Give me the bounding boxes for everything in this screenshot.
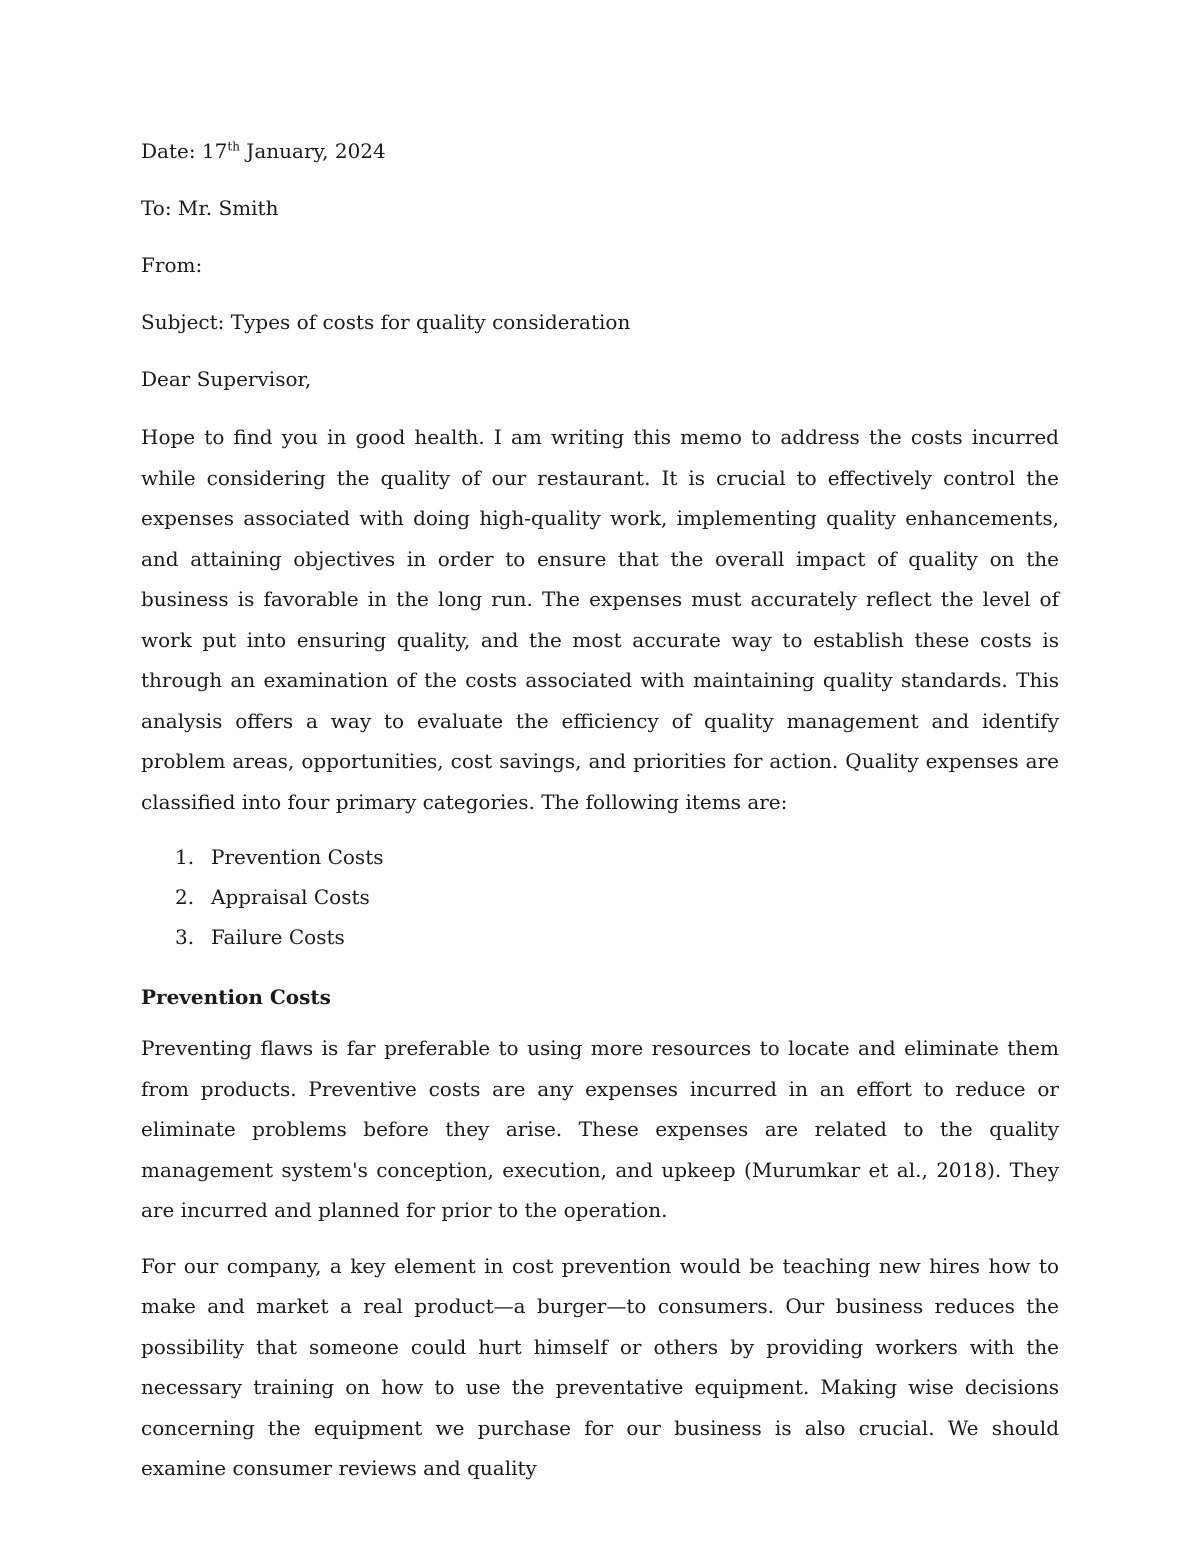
memo-date-ordinal: th <box>227 139 240 154</box>
memo-content <box>141 138 1059 1504</box>
list-item-number: 3. <box>175 925 195 949</box>
memo-subject: Subject: Types of costs for quality consideration <box>141 310 631 334</box>
prevention-paragraph-2: For our company, a key element in cost prevention would be teaching new hires how to make and market a real product—a burger—to consumers. Our business reduces the possibility that someone could hurt himself or others by providing workers with the necessary training on how to use the preventative equipment. Making wise decisions concerning the equipment we purchase for our business is also crucial. We should examine consumer reviews and quality <box>141 1253 1059 1480</box>
list-item-text: Failure Costs <box>211 925 345 949</box>
memo-date-suffix: January, 2024 <box>239 139 386 163</box>
list-item-number: 2. <box>175 885 195 909</box>
list-item <box>141 917 1059 957</box>
intro-paragraph: Hope to find you in good health. I am writing this memo to address the costs incurred while considering the quality of our restaurant. It is crucial to effectively control the expenses associated with doing high-quality work, implementing quality enhancements, and attaining objectives in order to ensure that the overall impact of quality on the business is favorable in the long run. The expenses must accurately reflect the level of work put into ensuring quality, and the most accurate way to establish these costs is through an examination of the costs associated with maintaining quality standards. This analysis offers a way to evaluate the efficiency of quality management and identify problem areas, opportunities, cost savings, and priorities for action. Quality expenses are classified into four primary categories. The following items are: <box>141 425 1059 814</box>
list-item-text: Appraisal Costs <box>211 885 370 909</box>
memo-from: From: <box>141 253 203 277</box>
list-item <box>141 837 1059 877</box>
list-item <box>141 877 1059 917</box>
memo-date <box>141 138 1059 164</box>
memo-to: To: Mr. Smith <box>141 196 279 220</box>
cost-category-list <box>141 837 1059 957</box>
prevention-paragraph-1: Preventing flaws is far preferable to using more resources to locate and eliminate them from products. Preventive costs are any expenses incurred in an effort to reduce or eliminate problems before they arise. These expenses are related to the quality management system's conception, execution, and upkeep (Murumkar et al., 2018). They are incurred and planned for prior to the operation. <box>141 1036 1059 1222</box>
memo-date-prefix: Date: 17 <box>141 139 228 163</box>
list-item-number: 1. <box>175 845 195 869</box>
list-item-text: Prevention Costs <box>211 845 384 869</box>
section-heading-prevention: Prevention Costs <box>141 985 331 1009</box>
memo-salutation: Dear Supervisor, <box>141 367 312 391</box>
